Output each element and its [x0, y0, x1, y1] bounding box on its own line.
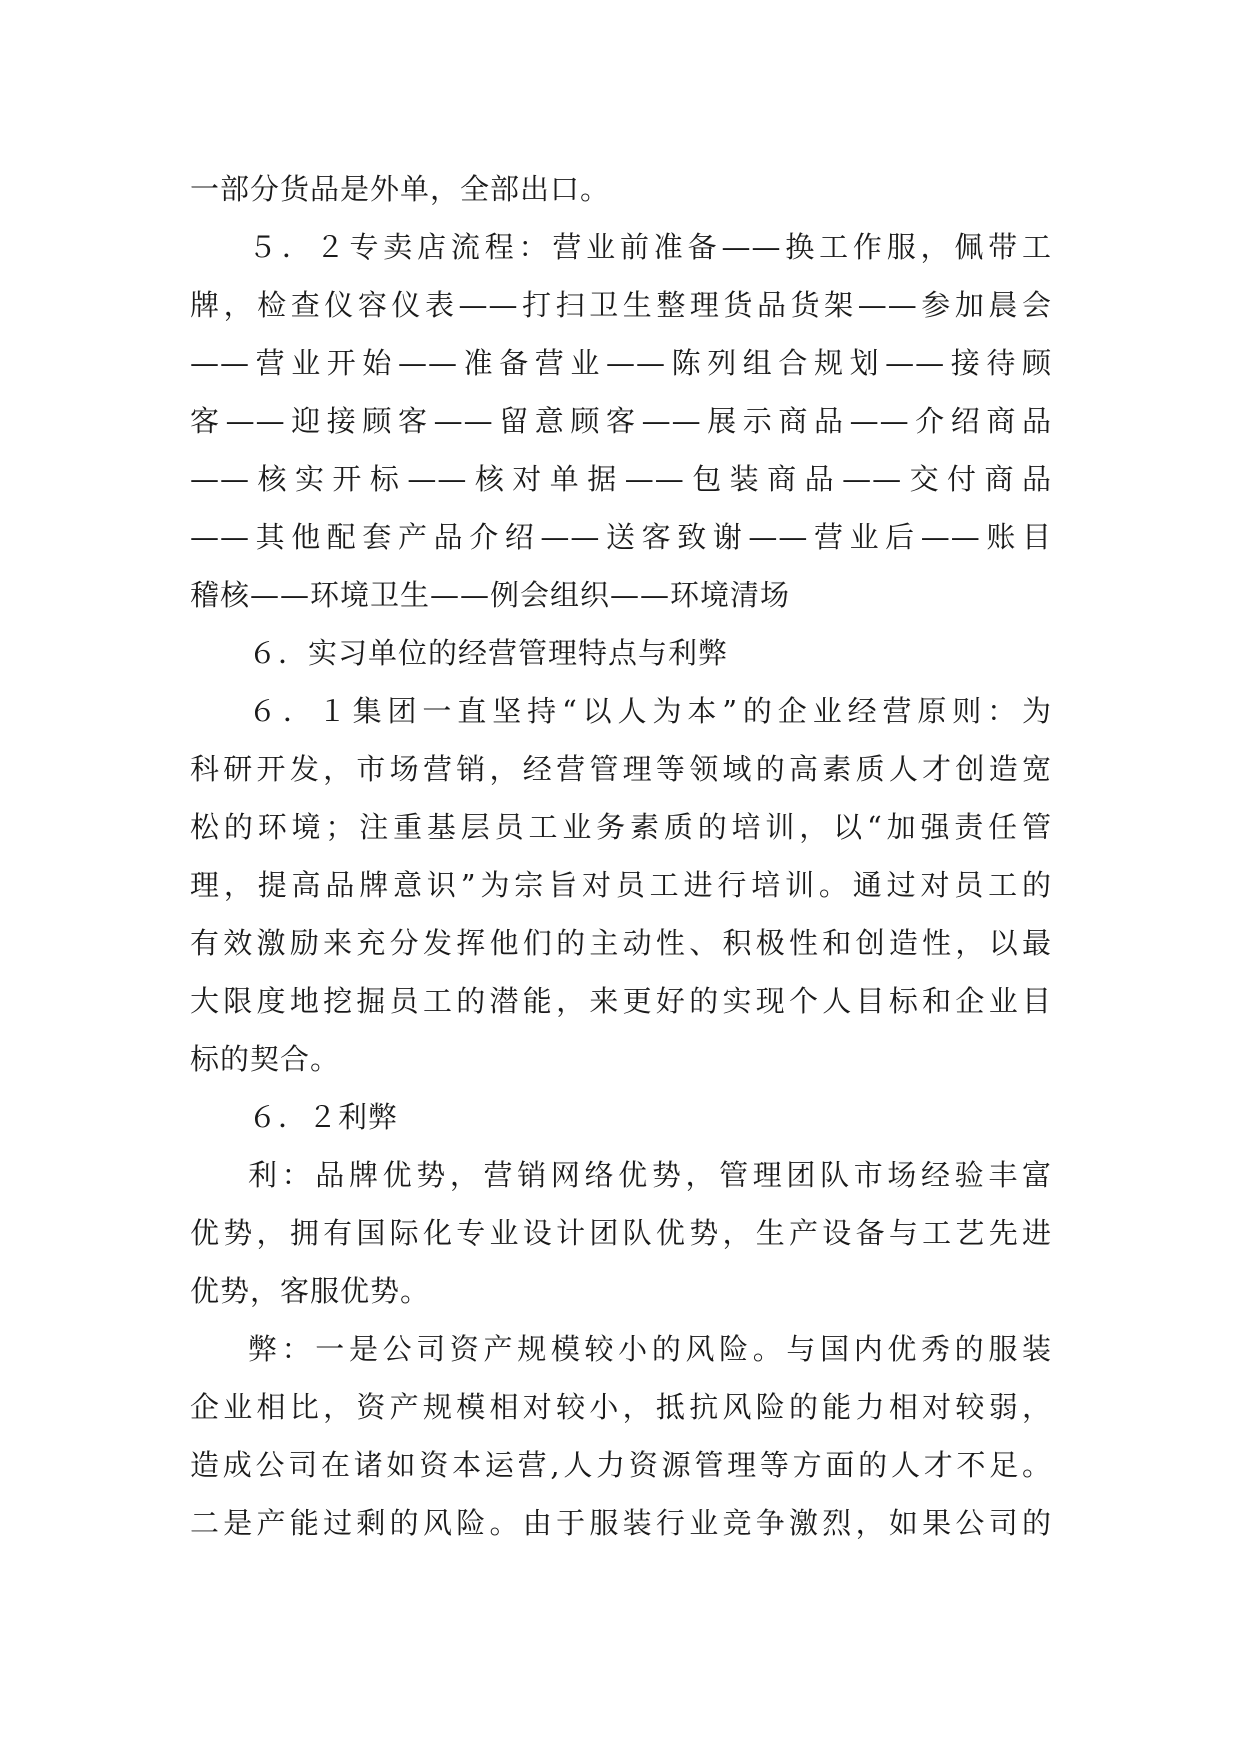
subsection-heading: ６．２利弊: [248, 1100, 399, 1134]
text-line: 科研开发，市场营销，经营管理等领域的高素质人才创造宽: [190, 752, 1052, 786]
text-line: 造成公司在诸如资本运营,人力资源管理等方面的人才不足。: [190, 1448, 1052, 1482]
text-line: ——营业开始——准备营业——陈列组合规划——接待顾: [190, 346, 1052, 380]
text-line: ６．１集团一直坚持“以人为本”的企业经营原则：为: [248, 694, 1052, 728]
text-line: 牌，检查仪容仪表——打扫卫生整理货品货架——参加晨会: [190, 288, 1052, 322]
text-line: 优势，拥有国际化专业设计团队优势，生产设备与工艺先进: [190, 1216, 1052, 1250]
text-line: 大限度地挖掘员工的潜能，来更好的实现个人目标和企业目: [190, 984, 1052, 1018]
section-heading: ６．实习单位的经营管理特点与利弊: [248, 636, 729, 670]
text-line: 标的契合。: [190, 1042, 341, 1076]
text-line: 企业相比，资产规模相对较小，抵抗风险的能力相对较弱，: [190, 1390, 1052, 1424]
text-line: 松的环境；注重基层员工业务素质的培训，以“加强责任管: [190, 810, 1052, 844]
text-line: 弊：一是公司资产规模较小的风险。与国内优秀的服装: [248, 1332, 1052, 1366]
text-line: 二是产能过剩的风险。由于服装行业竞争激烈，如果公司的: [190, 1506, 1052, 1540]
text-line: 利：品牌优势，营销网络优势，管理团队市场经验丰富: [248, 1158, 1052, 1192]
document-body: [190, 160, 1052, 1552]
text-line: 理，提高品牌意识”为宗旨对员工进行培训。通过对员工的: [190, 868, 1052, 902]
text-line: 一部分货品是外单，全部出口。: [190, 172, 611, 206]
text-line: 客——迎接顾客——留意顾客——展示商品——介绍商品: [190, 404, 1052, 438]
text-line: ——核实开标——核对单据——包装商品——交付商品: [190, 462, 1052, 496]
text-line: 有效激励来充分发挥他们的主动性、积极性和创造性，以最: [190, 926, 1052, 960]
text-line: ——其他配套产品介绍——送客致谢——营业后——账目: [190, 520, 1052, 554]
text-line: 稽核——环境卫生——例会组织——环境清场: [190, 578, 791, 612]
text-line: 优势，客服优势。: [190, 1274, 431, 1308]
text-line: ５．２专卖店流程：营业前准备——换工作服，佩带工: [248, 230, 1052, 264]
